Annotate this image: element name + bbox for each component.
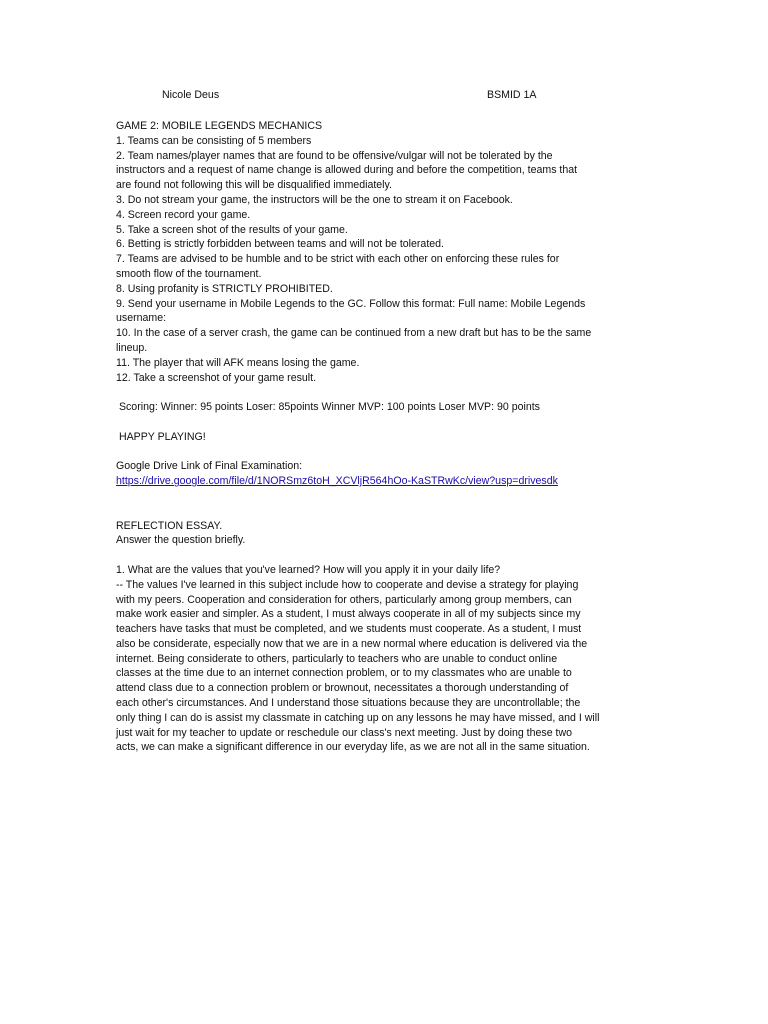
rule-line: smooth flow of the tournament. bbox=[116, 267, 262, 280]
reflection-title: REFLECTION ESSAY. bbox=[116, 519, 223, 532]
student-name: Nicole Deus bbox=[162, 89, 220, 101]
rule-line: 4. Screen record your game. bbox=[116, 208, 251, 221]
answer-line: -- The values I've learned in this subject include how to cooperate and devise a strategy for playing bbox=[116, 578, 579, 591]
rule-line: 5. Take a screen shot of the results of your game. bbox=[116, 223, 348, 236]
reflection-question: 1. What are the values that you've learned? How will you apply it in your daily life? bbox=[116, 563, 501, 576]
rule-line: 10. In the case of a server crash, the game can be continued from a new draft but has to be the same bbox=[116, 327, 592, 340]
answer-line: just wait for my teacher to update or reschedule our class's next meeting. Just by doing these two bbox=[116, 726, 573, 739]
document-header bbox=[0, 89, 768, 105]
spacer bbox=[116, 385, 656, 400]
scoring-line: Scoring: Winner: 95 points Loser: 85points Winner MVP: 100 points Loser MVP: 90 points bbox=[116, 401, 540, 414]
answer-line: teachers have tasks that must be completed, and we students must cooperate. As a student, I must bbox=[116, 623, 582, 636]
rule-line: 8. Using profanity is STRICTLY PROHIBITED. bbox=[116, 282, 333, 295]
rule-line: 11. The player that will AFK means losing the game. bbox=[116, 356, 360, 369]
answer-line: only thing I can do is assist my classmate in catching up on any lessons he may have missed, and I will bbox=[116, 711, 600, 724]
spacer bbox=[116, 489, 656, 504]
spacer bbox=[116, 504, 656, 519]
rule-line: 9. Send your username in Mobile Legends to the GC. Follow this format: Full name: Mobile Legends bbox=[116, 297, 586, 310]
rule-line: 6. Betting is strictly forbidden between teams and will not be tolerated. bbox=[116, 238, 444, 251]
rules-title: GAME 2: MOBILE LEGENDS MECHANICS bbox=[116, 120, 323, 132]
rule-line: instructors and a request of name change is allowed during and before the competition, teams that bbox=[116, 164, 578, 177]
rule-line: are found not following this will be disqualified immediately. bbox=[116, 179, 392, 192]
answer-line: also be considerate, especially now that we are in a new normal where education is delivered via the bbox=[116, 637, 588, 650]
drive-link[interactable]: https://drive.google.com/file/d/1NORSmz6toH_XCVljR564hOo-KaSTRwKc/view?usp=drivesdk bbox=[116, 475, 558, 488]
document-body bbox=[116, 119, 656, 755]
answer-line: each other's circumstances. And I understand those situations because they are uncontrollable; the bbox=[116, 697, 581, 710]
answer-line: attend class due to a connection problem or brownout, necessitates a thorough understanding of bbox=[116, 682, 569, 695]
rule-line: 12. Take a screenshot of your game result. bbox=[116, 371, 317, 384]
rule-line: 7. Teams are advised to be humble and to be strict with each other on enforcing these rules for bbox=[116, 253, 560, 266]
rule-line: 1. Teams can be consisting of 5 members bbox=[116, 134, 312, 147]
rule-line: lineup. bbox=[116, 341, 148, 354]
drive-link-label: Google Drive Link of Final Examination: bbox=[116, 460, 303, 473]
answer-line: classes at the time due to an internet connection problem, or to my classmates who are unable to bbox=[116, 667, 572, 680]
rule-line: 3. Do not stream your game, the instructors will be the one to stream it on Facebook. bbox=[116, 193, 513, 206]
spacer bbox=[116, 415, 656, 430]
spacer bbox=[116, 445, 656, 460]
answer-line: acts, we can make a significant difference in our everyday life, as we are not all in the same situation. bbox=[116, 741, 590, 754]
rule-line: username: bbox=[116, 312, 167, 325]
answer-line: make work easier and simpler. As a student, I must always cooperate in all of my subjects since my bbox=[116, 608, 581, 621]
answer-line: internet. Being considerate to others, particularly to teachers who are unable to conduct online bbox=[116, 652, 558, 665]
student-section: BSMID 1A bbox=[487, 89, 537, 101]
answer-line: with my peers. Cooperation and consideration for others, particularly among group members, can bbox=[116, 593, 572, 606]
reflection-instruction: Answer the question briefly. bbox=[116, 534, 246, 547]
happy-playing-line: HAPPY PLAYING! bbox=[116, 430, 206, 443]
rule-line: 2. Team names/player names that are found to be offensive/vulgar will not be tolerated by the bbox=[116, 149, 553, 162]
spacer bbox=[116, 548, 656, 563]
